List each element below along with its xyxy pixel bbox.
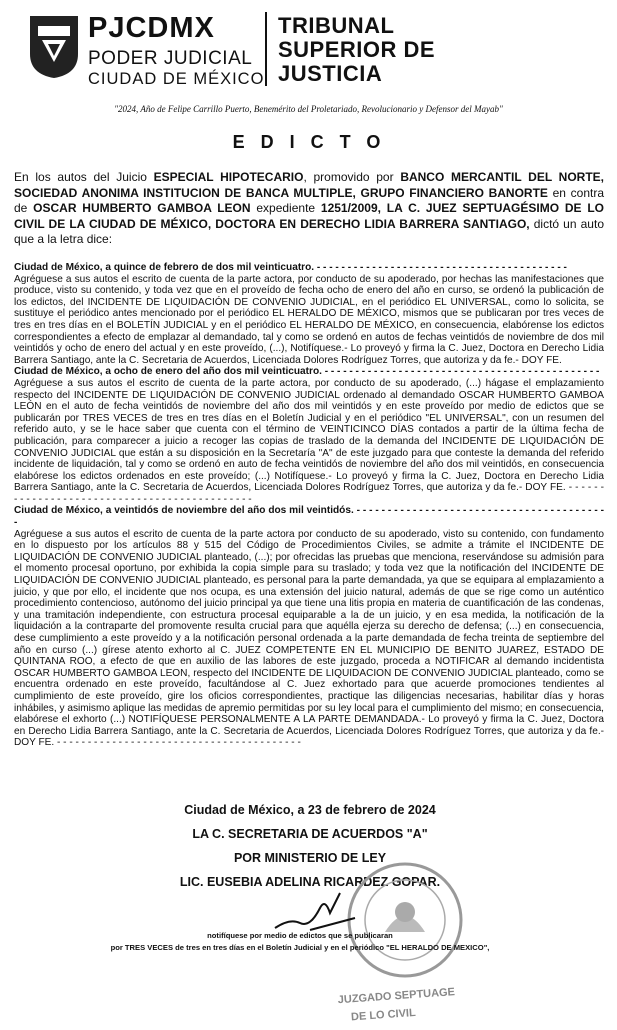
tribunal-line-2: SUPERIOR DE <box>278 37 436 62</box>
intro-paragraph <box>14 170 604 248</box>
intro-text-2: , promovido por <box>303 170 401 184</box>
tribunal-title <box>278 14 435 86</box>
closing-ministerio: POR MINISTERIO DE LEY <box>233 851 387 865</box>
section-text: Agréguese a sus autos el escrito de cuenta de la parte actora, por conducto de su apoderado, (...) hágase el emplazamiento respecto del INCIDENTE DE LIQUIDACIÓN DE CONVENIO JUDICIAL ordenado al demandado OSCAR HUMBERTO GAMBOA LEÓN en el auto de fecha veintidós de noviembre del año dos mil veintidós y en este proveído por medio de edictos que se publicarán por TRES VECES de tres en tres días en el Boletín Judicial y en el periódico "EL UNIVERSAL", con un resumen del referido auto, y se le hace saber que cuenta con el término de VEINTICINCO DÍAS contados a partir de la última fecha de publicación, para comparecer a juicio a recoger las copias de traslado de la demanda del INCIDENTE DE LIQUIDACIÓN DE CONVENIO JUDICIAL que están a su disposición en la Secretaría "A" de este juzgado para que conteste la demanda del referido incidente de liquidación, tal y como se ordenó en auto de fecha veintidós de noviembre del año dos mil veintidós, en consecuencia elabórese los edictos ordenados en este proveído; (...) Notifíquese.- Lo proveyó y firma la C. Juez, Doctora en Derecho Lidia Barrera Santiago, ante la C. Secretaria de Acuerdos, Licenciada Dolores Rodríguez Torres, que autoriza y da fe.- DOY FE. - - - - - - - - - - - - - - - - - - - - - - - - - - - - - - - - - - - - - - - - - - - - - <box>14 377 604 505</box>
svg-text:JUZGADO SEPTUAGE: JUZGADO SEPTUAGE <box>337 986 456 1007</box>
closing-date: Ciudad de México, a 23 de febrero de 2024 <box>184 803 436 817</box>
closing-signer: LIC. EUSEBIA ADELINA RICARDEZ GOPAR. <box>179 875 441 889</box>
header-divider <box>265 12 267 86</box>
closing-secretary: LA C. SECRETARIA DE ACUERDOS "A" <box>192 827 428 841</box>
intro-text-1: En los autos del Juicio <box>14 170 154 184</box>
intro-text-5: dictó un auto que a la letra dice: <box>14 216 604 246</box>
edict-body <box>14 262 604 749</box>
section-text: Agréguese a sus autos el escrito de cuenta de la parte actora por conducto de su apoderado, visto su contenido, con fundamento en lo dispuesto por los artículos 88 y 515 del Código de Procedimientos Civiles, se admite a trámite el INCIDENTE DE LIQUIDACIÓN DE CONVENIO JUDICIAL planteado, (...); por ofrecidas las pruebas que menciona, reservándose su admisión para el momento procesal oportuno, por exhibida la copia simple para su traslado; y toda vez que la notificación del INCIDENTE DE LIQUIDACIÓN DE CONVENIO JUDICIAL planteado, es personal para la parte demandada, ya que se equipara al emplazamiento a juicio, y que por ello, el incidente que nos ocupa, es una extensión del juicio natural, además de que se rige como un auténtico procedimiento contencioso, autónomo del juicio principal ya que tiene una litis propia en materia de cuantificación de las condenas, y una tramitación independiente, con estructura procesal equiparable a la de un juicio, y en esa medida, la notificación de la liquidación a la contraparte del promovente resulta crucial para que aquélla ejerza su derecho de defensa; (...) en consecuencia, dese cumplimiento a este proveído y a la notificación personal ordenada a la parte demandada de fecha treinta de septiembre del año en curso (...) gírese atento exhorto al C. JUEZ COMPETENTE EN EL MUNICIPIO DE BENITO JUAREZ, ESTADO DE QUINTANA ROO, a efecto de que en auxilio de las labores de este juzgado, proceda a NOTIFICAR al demando incidentista OSCAR HUMBERTO GAMBOA LEON, respecto del INCIDENTE DE LIQUIDACION DE CONVENIO JUDICIAL planteado, como se encuentra ordenado en este proveído, facultándose al C. Juez exhortado para que acuerde promociones tendientes al cumplimiento de este proveído, gire los oficios correspondientes, practique las diligencias necesarias, habilitar días y horas inhábiles, y asimismo aplique las medidas de apremio permitidas por su ley local para el cumplimiento del mismo; en consecuencia, elabórese el exhorto (...) NOTIFÍQUESE PERSONALMENTE A LA PARTE DEMANDADA.- Lo proveyó y firma la C. Juez, Doctora en Derecho Lidia Barrera Santiago, ante la C. Secretaria de Acuerdos, Licenciada Dolores Rodríguez Torres, que autoriza y da fe.- DOY FE. - - - - - - - - - - - - - - - - - - - - - - - - - - - - - - - - - - - - - - - - <box>14 528 604 749</box>
juzgado-stamp-icon <box>330 978 456 1024</box>
footer-line-1: notifíquese por medio de edictos que se publicaran <box>207 931 393 940</box>
poder-judicial-label: PODER JUDICIAL <box>88 48 253 69</box>
intro-bold-4: 1251/2009, LA C. JUEZ SEPTUAGÉSIMO DE LO CIVIL DE LA CIUDAD DE MÉXICO, DOCTORA EN DERECHO LIDIA BARRERA SANTIAGO, <box>14 201 604 231</box>
intro-text-4: expediente <box>250 201 321 215</box>
pjcdmx-logo-icon <box>28 14 80 80</box>
section-heading: Ciudad de México, a ocho de enero del año dos mil veinticuatro. - - - - - - - - - - - - - - - - - - - - - - - - - - - - - - - - - - - - - - - - - - - - - <box>14 366 600 378</box>
court-seal-icon <box>345 860 465 980</box>
logo-wordmark: PJCDMX <box>88 12 215 44</box>
intro-bold-2: BANCO MERCANTIL DEL NORTE, SOCIEDAD ANONIMA INSTITUCION DE BANCA MULTIPLE, GRUPO FINANCIERO BANORTE <box>14 170 604 200</box>
section-text: Agréguese a sus autos el escrito de cuenta de la parte actora, por conducto de su apoderado, por hechas las manifestaciones que produce, visto su contenido, y toda vez que en el proveído de fecha ocho de enero del año en curso, se ordenó la publicación de los edictos, del INCIDENTE DE LIQUIDACIÓN DE CONVENIO JUDICIAL, en el periódico EL UNIVERSAL, como lo solicita, se sustituye el periódico antes mencionado por el periódico EL HERALDO DE MÉXICO, mismos que se publicaran por tres veces de tres en tres días en el BOLETÍN JUDICIAL y en el periódico EL HERALDO DE MÉXICO, en consecuencia, elabórense los edictos correspondientes a efecto de emplazar al demandado, tal y como se ordenó en autos de fechas veintidós de noviembre de dos mil veintidós y ocho de enero del actual y en este proveído, (...), Notifíquese.- Lo proveyó y firma la C. Juez, Doctora en Derecho Lidia Barrera Santiago, ante la C. Secretaria de Acuerdos, Licenciada Dolores Rodríguez Torres, que autoriza y da fe.- DOY FE. <box>14 273 604 366</box>
tribunal-line-1: TRIBUNAL <box>278 13 395 38</box>
intro-bold-1: ESPECIAL HIPOTECARIO <box>153 170 304 184</box>
section-heading: Ciudad de México, a quince de febrero de dos mil veinticuatro. - - - - - - - - - - - - - - - - - - - - - - - - - - - - - - - - - - - - - - - - - <box>14 262 567 273</box>
tribunal-line-3: JUSTICIA <box>278 61 383 86</box>
intro-bold-3: OSCAR HUMBERTO GAMBOA LEON <box>33 201 251 215</box>
footer-note <box>40 930 560 954</box>
svg-text:DE LO CIVIL: DE LO CIVIL <box>350 1006 417 1024</box>
header <box>28 12 588 92</box>
footer-line-2: por TRES VECES de tres en tres días en el Boletín Judicial y en el periódico "EL HERALDO DE MEXICO", <box>110 943 490 952</box>
intro-text-3: en contra de <box>14 185 604 215</box>
document-title: EDICTO <box>232 132 397 152</box>
ciudad-label: CIUDAD DE MÉXICO <box>88 70 265 88</box>
section-heading: Ciudad de México, a veintidós de noviembre del año dos mil veintidós. - - - - - - - - - - - - - - - - - - - - - - - - - - - - - - - - - - - - - - - - - <box>14 505 604 529</box>
closing-block <box>80 798 540 894</box>
year-motto: "2024, Año de Felipe Carrillo Puerto, Benemérito del Proletariado, Revolucionario y Defensor del Mayab" <box>114 104 503 114</box>
